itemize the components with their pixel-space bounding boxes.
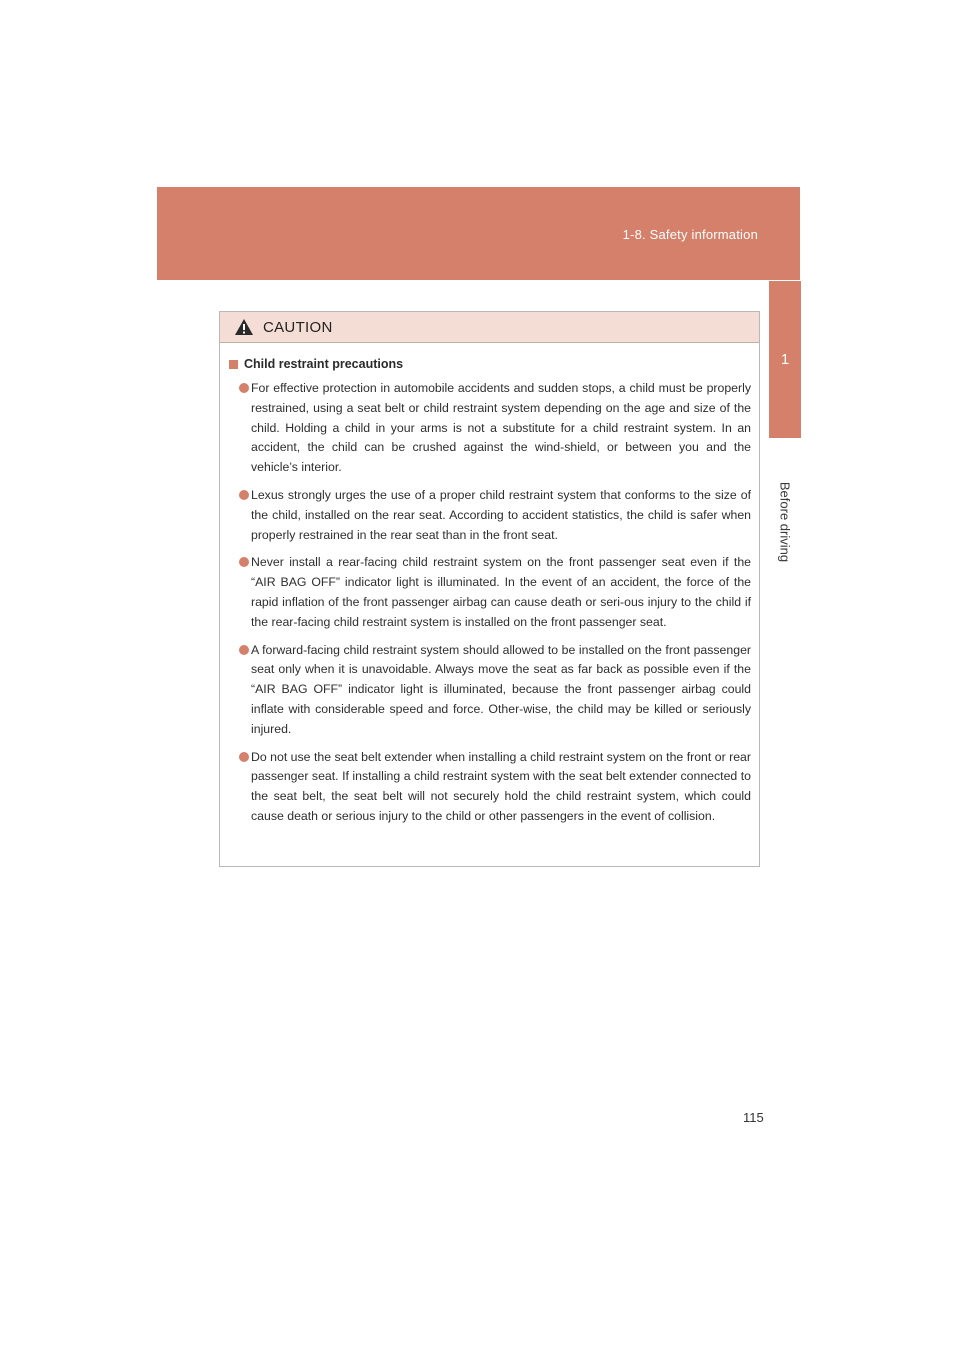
subsection-title: Child restraint precautions	[244, 357, 404, 371]
list-item	[229, 379, 751, 478]
list-item-text: Do not use the seat belt extender when installing a child restraint system on the front or rear passenger seat. If installing a child restraint system with the seat belt extender connected to the seat belt, the seat belt will not securely hold the child restraint system, which could cause death or serious injury to the child or other passengers in the event of collision.	[251, 749, 751, 823]
page-number: 115	[743, 1110, 764, 1125]
list-item	[229, 553, 751, 632]
list-item	[229, 748, 751, 827]
bullet-icon	[239, 557, 249, 567]
bullet-icon	[239, 383, 249, 393]
caution-header	[220, 312, 759, 343]
square-bullet-icon	[229, 360, 238, 369]
subsection-heading	[229, 357, 751, 371]
chapter-tab[interactable]	[769, 281, 801, 438]
list-item-text: A forward-facing child restraint system should allowed to be installed on the front passenger seat only when it is unavoidable. Always move the seat as far back as possible even if the “AIR BAG OFF” indicator light is illuminated, because the front passenger airbag could inflate with considerable speed and force. Other-wise, the child may be killed or seriously injured.	[251, 642, 751, 736]
list-item	[229, 486, 751, 545]
section-title: 1-8. Safety information	[622, 227, 758, 242]
chapter-number: 1	[780, 351, 790, 368]
warning-triangle-icon	[234, 318, 254, 336]
caution-body	[220, 343, 759, 827]
bullet-icon	[239, 490, 249, 500]
list-item-text: Never install a rear-facing child restraint system on the front passenger seat even if the “AIR BAG OFF” indicator light is illuminated. In the event of an accident, the force of the rapid inflation of the front passenger airbag can cause death or seri-ous injury to the child if the rear-facing child restraint system is installed on the front passenger seat.	[251, 555, 751, 629]
list-item-text: Lexus strongly urges the use of a proper child restraint system that conforms to the size of the child, installed on the rear seat. According to accident statistics, the child is safer when properly restrained in the rear seat than in the front seat.	[251, 487, 751, 542]
header-band	[157, 187, 800, 280]
caution-title: CAUTION	[263, 318, 333, 336]
chapter-label: Before driving	[777, 481, 793, 563]
bullet-icon	[239, 645, 249, 655]
bullet-icon	[239, 752, 249, 762]
list-item-text: For effective protection in automobile accidents and sudden stops, a child must be properly restrained, using a seat belt or child restraint system depending on the age and size of the child. Holding a child in your arms is not a substitute for a child restraint system. In an accident, the child can be crushed against the wind-shield, or between you and the vehicle’s interior.	[251, 381, 751, 475]
caution-box	[219, 311, 760, 867]
list-item	[229, 641, 751, 740]
